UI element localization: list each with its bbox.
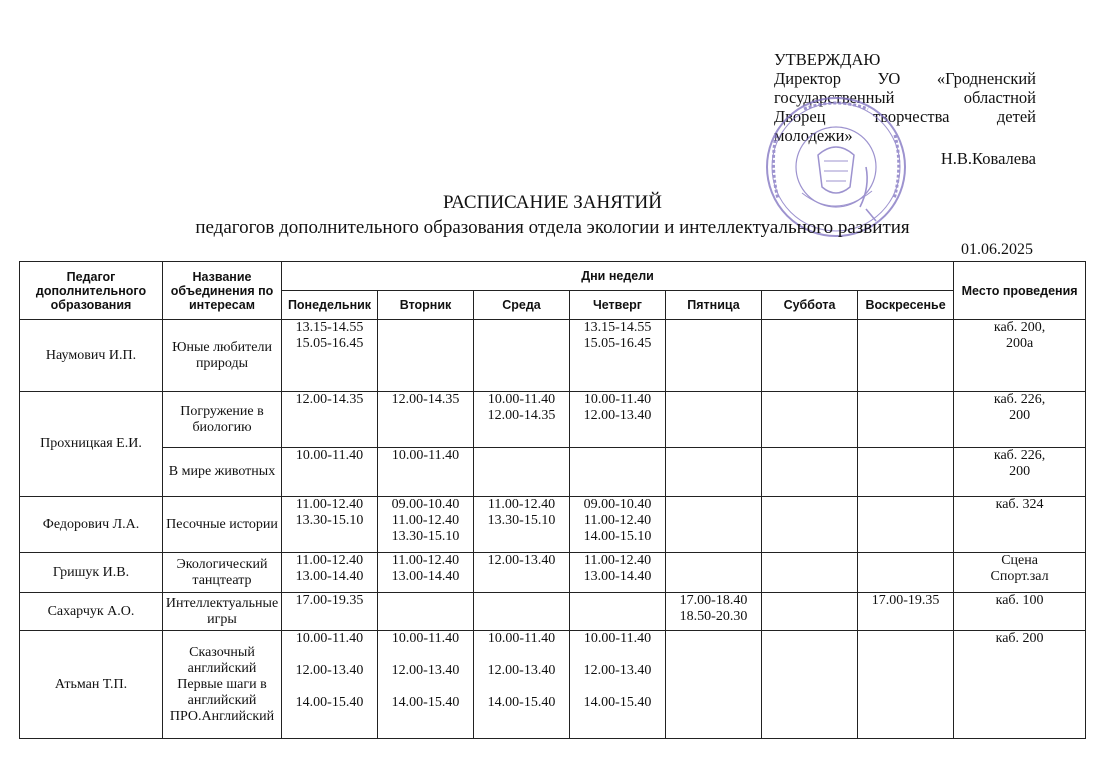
slot-cell-thursday: 10.00-11.40 12.00-13.40 [570,392,666,448]
place-cell: каб. 226, 200 [954,392,1086,448]
place-cell: каб. 226, 200 [954,448,1086,497]
table-row [20,392,1086,448]
place-cell: каб. 200, 200а [954,320,1086,392]
slot-cell-wednesday: 10.00-11.40 12.00-14.35 [474,392,570,448]
slot-cell-saturday [762,593,858,631]
schedule-table [19,261,1086,739]
table-row [20,553,1086,593]
slot-cell-saturday [762,553,858,593]
header-place: Место проведения [954,262,1086,320]
slot-cell-sunday [858,448,954,497]
association-cell: Песочные истории [163,497,282,553]
document-title: РАСПИСАНИЕ ЗАНЯТИЙ [443,192,662,213]
slot-cell-sunday: 17.00-19.35 [858,593,954,631]
slot-cell-saturday [762,320,858,392]
slot-cell-friday [666,497,762,553]
slot-cell-saturday [762,392,858,448]
slot-cell-thursday [570,448,666,497]
slot-cell-wednesday: 10.00-11.40 12.00-13.40 14.00-15.40 [474,631,570,739]
slot-cell-sunday [858,497,954,553]
teacher-cell: Прохницкая Е.И. [20,392,163,497]
approval-heading: УТВЕРЖДАЮ [774,50,881,69]
slot-cell-thursday: 11.00-12.40 13.00-14.40 [570,553,666,593]
table-row [20,448,1086,497]
header-teacher: Педагог дополнительного образования [20,262,163,320]
teacher-cell: Гришук И.В. [20,553,163,593]
approval-line-1: Директор УО «Гродненский [774,69,1036,88]
approval-line-3: Дворец творчества детей [774,107,1036,126]
association-cell: В мире животных [163,448,282,497]
slot-cell-sunday [858,631,954,739]
slot-cell-friday [666,392,762,448]
slot-cell-monday: 10.00-11.40 [282,448,378,497]
slot-cell-wednesday: 12.00-13.40 [474,553,570,593]
slot-cell-tuesday [378,320,474,392]
table-row [20,631,1086,739]
slot-cell-saturday [762,448,858,497]
header-day-wednesday: Среда [474,291,570,320]
slot-cell-sunday [858,392,954,448]
slot-cell-wednesday [474,593,570,631]
slot-cell-monday: 11.00-12.40 13.30-15.10 [282,497,378,553]
approval-signature: Н.В.Ковалева [940,149,1036,168]
teacher-cell: Федорович Л.А. [20,497,163,553]
header-day-monday: Понедельник [282,291,378,320]
teacher-cell: Наумович И.П. [20,320,163,392]
slot-cell-thursday: 10.00-11.40 12.00-13.40 14.00-15.40 [570,631,666,739]
slot-cell-wednesday [474,448,570,497]
header-association: Название объединения по интересам [163,262,282,320]
association-cell: Погружение в биологию [163,392,282,448]
place-cell: каб. 324 [954,497,1086,553]
approval-line-2: государственный областной [774,88,1036,107]
slot-cell-saturday [762,497,858,553]
slot-cell-friday [666,553,762,593]
association-cell: Юные любители природы [163,320,282,392]
slot-cell-friday: 17.00-18.40 18.50-20.30 [666,593,762,631]
slot-cell-monday: 17.00-19.35 [282,593,378,631]
slot-cell-tuesday: 10.00-11.40 [378,448,474,497]
slot-cell-monday: 13.15-14.55 15.05-16.45 [282,320,378,392]
slot-cell-wednesday: 11.00-12.40 13.30-15.10 [474,497,570,553]
table-row [20,497,1086,553]
header-day-friday: Пятница [666,291,762,320]
slot-cell-tuesday: 10.00-11.40 12.00-13.40 14.00-15.40 [378,631,474,739]
slot-cell-wednesday [474,320,570,392]
header-day-thursday: Четверг [570,291,666,320]
table-row [20,320,1086,392]
place-cell: Сцена Спорт.зал [954,553,1086,593]
slot-cell-friday [666,448,762,497]
header-day-saturday: Суббота [762,291,858,320]
slot-cell-monday: 11.00-12.40 13.00-14.40 [282,553,378,593]
slot-cell-friday [666,320,762,392]
association-cell: Экологический танцтеатр [163,553,282,593]
slot-cell-monday: 12.00-14.35 [282,392,378,448]
slot-cell-thursday: 09.00-10.40 11.00-12.40 14.00-15.10 [570,497,666,553]
association-cell: Интеллектуальные игры [163,593,282,631]
header-day-sunday: Воскресенье [858,291,954,320]
slot-cell-sunday [858,553,954,593]
slot-cell-saturday [762,631,858,739]
teacher-cell: Атьман Т.П. [20,631,163,739]
slot-cell-sunday [858,320,954,392]
slot-cell-monday: 10.00-11.40 12.00-13.40 14.00-15.40 [282,631,378,739]
slot-cell-tuesday: 11.00-12.40 13.00-14.40 [378,553,474,593]
teacher-cell: Сахарчук А.О. [20,593,163,631]
place-cell: каб. 200 [954,631,1086,739]
table-row [20,593,1086,631]
slot-cell-thursday [570,593,666,631]
slot-cell-tuesday: 09.00-10.40 11.00-12.40 13.30-15.10 [378,497,474,553]
slot-cell-tuesday: 12.00-14.35 [378,392,474,448]
header-days-group: Дни недели [282,262,954,291]
slot-cell-friday [666,631,762,739]
slot-cell-thursday: 13.15-14.55 15.05-16.45 [570,320,666,392]
slot-cell-tuesday [378,593,474,631]
document-subtitle: педагогов дополнительного образования отдела экологии и интеллектуального развития [195,217,910,238]
document-date: 01.06.2025 [961,241,1033,258]
place-cell: каб. 100 [954,593,1086,631]
association-cell: Сказочный английский Первые шаги в английский ПРО.Английский [163,631,282,739]
header-day-tuesday: Вторник [378,291,474,320]
approval-line-4: молодежи» [774,126,853,145]
